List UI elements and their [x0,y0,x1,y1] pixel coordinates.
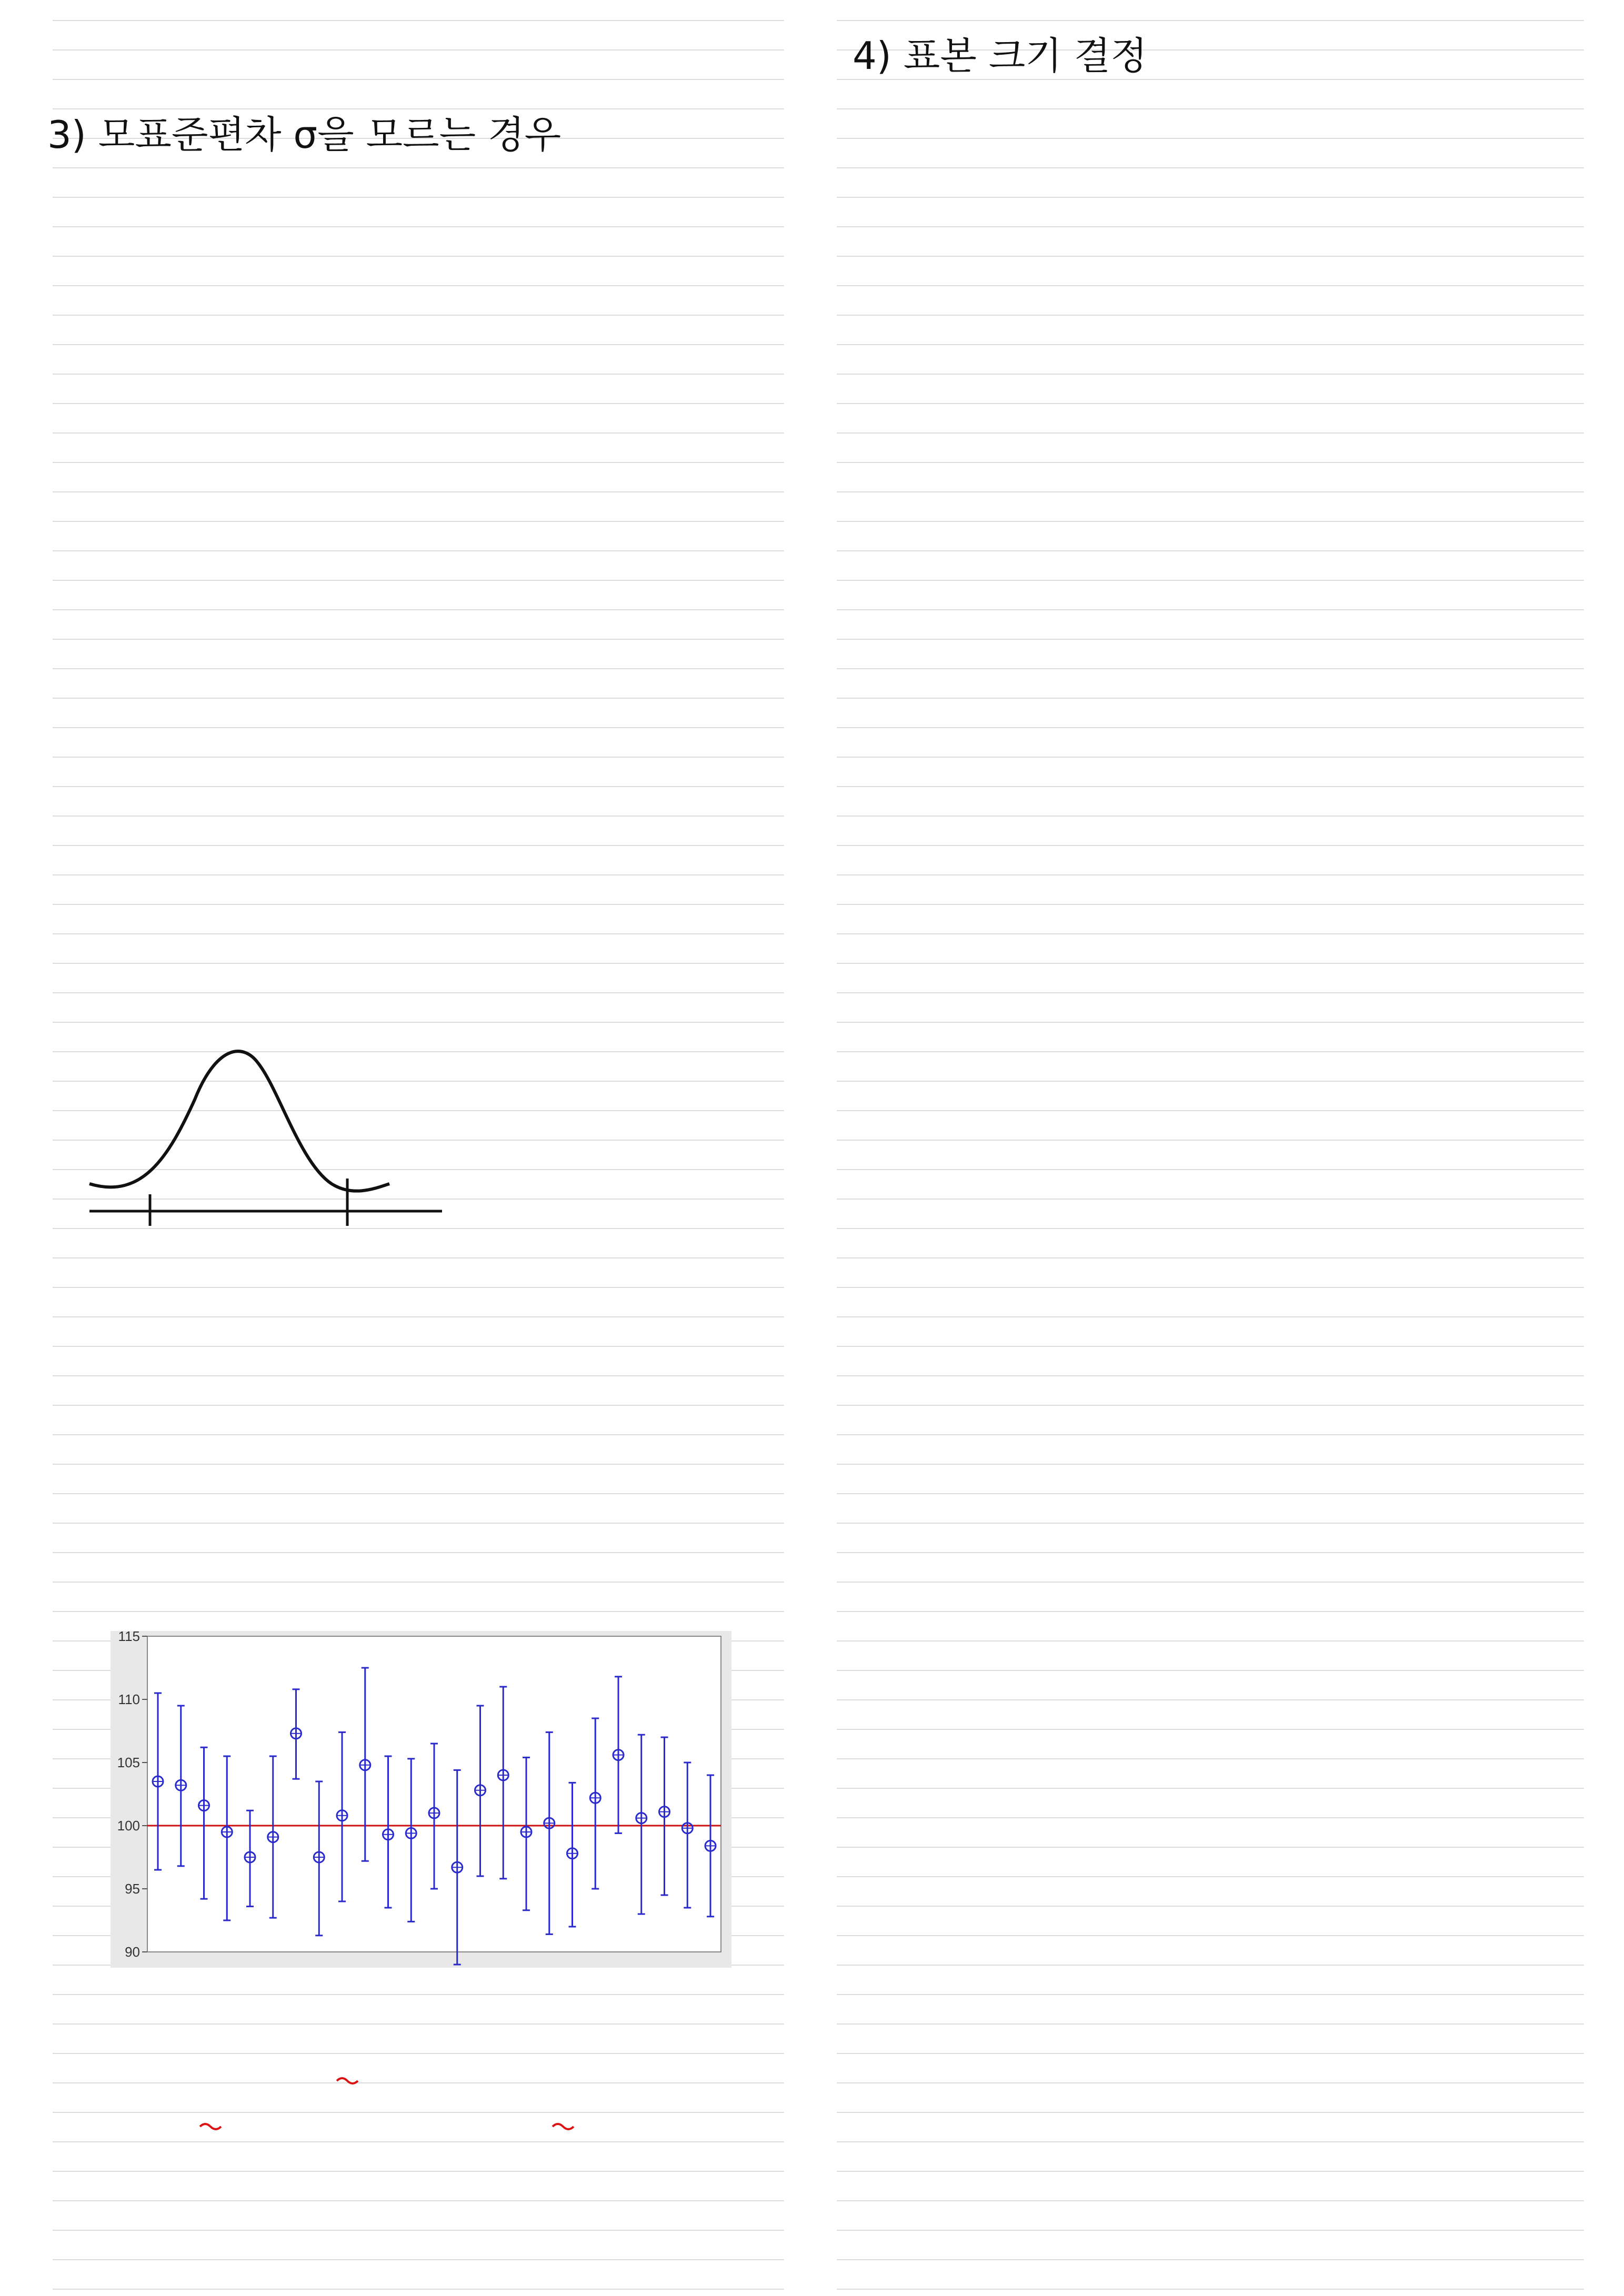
y-tick-label: 105 [117,1755,140,1770]
left-heading: 3) 모표준편차 σ을 모르는 경우 [47,113,562,157]
y-tick-label: 95 [125,1881,140,1897]
y-tick-label: 100 [117,1818,140,1834]
y-tick-label: 110 [118,1691,140,1707]
y-tick-label: 90 [125,1944,140,1960]
right-heading: 4) 표본 크기 결정 [853,34,1147,78]
y-tick-label: 115 [118,1631,140,1644]
